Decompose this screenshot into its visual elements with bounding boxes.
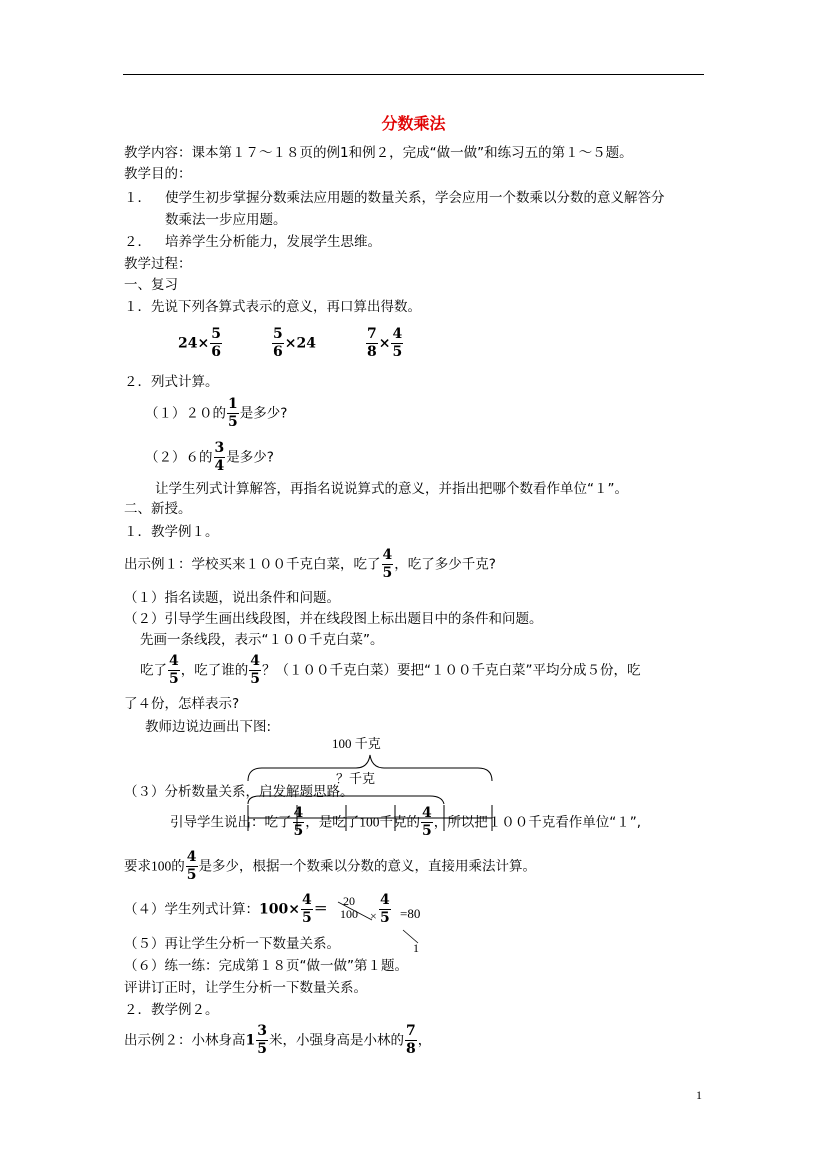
step-2-line: 先画一条线段，表示“１００千克白菜”。	[140, 632, 384, 648]
example1-problem: 出示例１：学校买来１００千克白菜，吃了 $\frac{4}{5}$ ，吃了多少千克?	[124, 547, 496, 581]
expr1-whole: 24	[178, 335, 198, 352]
content-line: 教学内容：课本第１７～１８页的例1和例２，完成“做一做”和练习五的第１～５题。	[124, 145, 633, 161]
step-5: （５）再让学生分析一下数量关系。	[124, 936, 340, 952]
page-number: 1	[696, 1088, 702, 1102]
step4-reduced-bottom: 1	[413, 941, 419, 955]
example1-heading: １．教学例１。	[124, 524, 219, 540]
example2-heading: ２．教学例２。	[124, 1002, 219, 1018]
question-2: （２）６的 $\frac{3}{4}$ 是多少?	[145, 440, 274, 474]
step-3: （３）分析数量关系，启发解题思路。	[124, 784, 354, 800]
eat-fraction-1: $\frac{4}{5}$	[169, 653, 179, 687]
diagram-bottom-label: ？千克	[336, 772, 376, 787]
expr2-operator: ×	[284, 335, 297, 352]
step4-reduced-whole: 100	[340, 907, 358, 921]
guide-fraction-2: $\frac{4}{5}$	[422, 805, 432, 839]
expr3-operator: ×	[378, 335, 391, 352]
expr2-fraction: $\frac{5}{6}$	[273, 326, 283, 360]
example2-problem: 出示例２：小林身高1 $\frac{3}{5}$ 米，小强身高是小林的 $\frac{7}{8}$ ，	[124, 1023, 432, 1057]
eat-fraction-2: $\frac{4}{5}$	[250, 653, 260, 687]
diagram-top-label: 100 千克	[332, 736, 381, 751]
goal2-number: ２．	[124, 234, 151, 250]
example1-fraction: $\frac{4}{5}$	[382, 547, 393, 581]
step4-reduced-top: 20	[343, 894, 355, 908]
page-title: 分数乘法	[381, 114, 446, 133]
review-note: 让学生列式计算解答，再指名说说算式的意义，并指出把哪个数看作单位“１”。	[155, 481, 628, 497]
step4-fraction: $\frac{4}{5}$	[301, 892, 312, 926]
process-heading: 教学过程：	[124, 256, 192, 272]
example2-fraction: $\frac{7}{8}$	[406, 1023, 416, 1057]
eat-line: 吃了 $\frac{4}{5}$ ，吃了谁的 $\frac{4}{5}$ ？（１００千克白菜）要把“１００千克白菜”平均分成５份，吃	[140, 653, 641, 687]
step4-fraction-2: $\frac{4}{5}$	[380, 892, 390, 926]
goal1-text: 使学生初步掌握分数乘法应用题的数量关系，学会应用一个数乘以分数的意义解答分	[165, 190, 665, 206]
review-item-2: ２．列式计算。	[124, 374, 219, 390]
new-heading: 二、新授。	[124, 501, 192, 517]
expr3-fraction-a: $\frac{7}{8}$	[367, 326, 377, 360]
review-correct-line: 评讲订正时，让学生分析一下数量关系。	[124, 980, 367, 996]
example2-mixed-fraction: $\frac{3}{5}$	[257, 1023, 267, 1057]
require-line: 要求100的 $\frac{4}{5}$ 是多少，根据一个数乘以分数的意义，直接用乘法计算。	[124, 849, 536, 883]
review-item-1: １．先说下列各算式表示的意义，再口算出得数。	[124, 299, 421, 315]
goal1-number: １．	[124, 190, 151, 206]
q1-fraction: $\frac{1}{5}$	[228, 396, 238, 430]
question-1: （１）２０的 $\frac{1}{5}$ 是多少?	[145, 396, 288, 430]
expr1-fraction: $\frac{5}{6}$	[211, 326, 221, 360]
guide-fraction-1: $\frac{4}{5}$	[293, 805, 304, 839]
expr1-operator: ×	[197, 335, 210, 352]
step-4: （４）学生列式计算：100× $\frac{4}{5}$ ＝	[124, 892, 328, 926]
goal2-text: 培养学生分析能力，发展学生思维。	[165, 234, 381, 250]
step-1: （１）指名读题，说出条件和问题。	[124, 590, 340, 606]
expr2-whole: 24	[296, 335, 316, 352]
teacher-draw-line: 教师边说边画出下图:	[145, 719, 272, 735]
step4-result: =80	[400, 906, 421, 921]
goals-heading: 教学目的：	[124, 166, 192, 182]
guide-line: 引导学生说出：吃了 $\frac{4}{5}$ ，是吃了100千克的 $\frac{4}{5}$ ，所以把１００千克看作单位“１”,	[170, 805, 642, 839]
step-2: （２）引导学生画出线段图，并在线段图上标出题目中的条件和问题。	[124, 611, 543, 627]
require-fraction: $\frac{4}{5}$	[186, 849, 197, 883]
review-heading: 一、复习	[124, 277, 178, 293]
expr3-fraction-b: $\frac{4}{5}$	[392, 326, 403, 360]
step4-operator-2: ×	[370, 909, 377, 923]
q2-fraction: $\frac{3}{4}$	[214, 440, 225, 474]
goal1-text-cont: 数乘法一步应用题。	[165, 212, 287, 228]
eat-line-cont: 了４份，怎样表示?	[124, 696, 240, 712]
step-6: （６）练一练：完成第１８页“做一做”第１题。	[124, 958, 408, 974]
